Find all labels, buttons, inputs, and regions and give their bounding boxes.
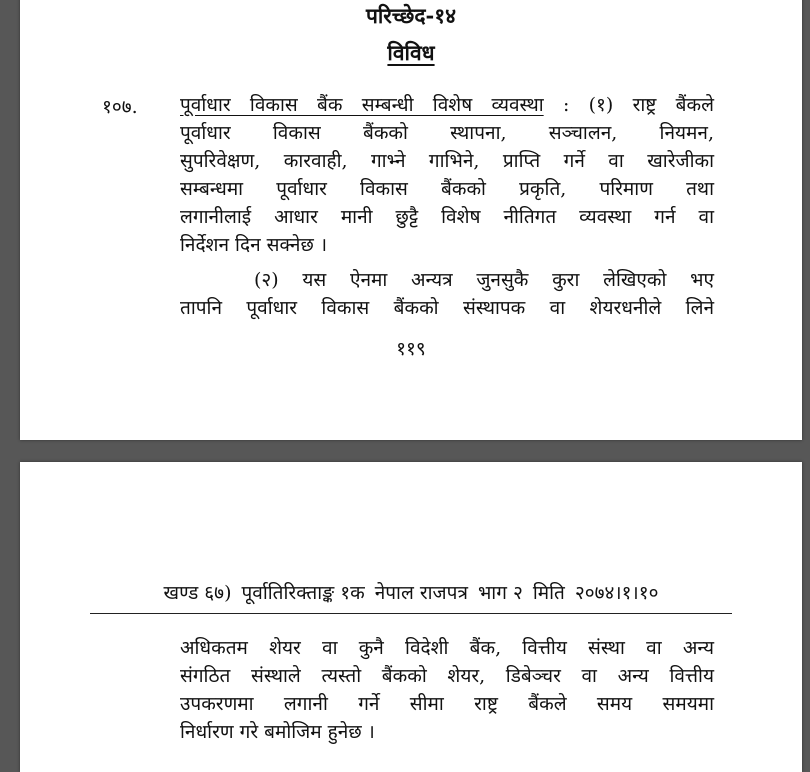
paragraph-line: निर्धारण गरे बमोजिम हुनेछ । [180,721,375,743]
gazette-running-header [90,579,732,614]
chapter-heading: परिच्छेद-१४ [365,3,457,28]
paragraph-line: सुपरिवेक्षण, कारवाही, गाभ्ने गाभिने, प्राप्ति गर्ने वा खारेजीका [180,150,714,172]
document-page-top [20,0,802,440]
section-title: पूर्वाधार विकास बैंक सम्बन्धी विशेष व्यवस्था [180,94,544,116]
paragraph-line: निर्देशन दिन सक्नेछ । [180,234,328,256]
header-date: २०७४।१।१० [574,582,659,604]
paragraph-line: अधिकतम शेयर वा कुनै विदेशी बैंक, वित्तीय संस्था वा अन्य [180,637,714,659]
paragraph-line: लगानीलाई आधार मानी छुट्टै विशेष नीतिगत व्यवस्था गर्न वा [180,206,714,228]
header-extraordinary: पूर्वातिरिक्ताङ्क १क [241,582,365,604]
continued-paragraph [180,634,714,746]
header-part: खण्ड ६७) [163,582,232,604]
paragraph-line: (२) यस ऐनमा अन्यत्र जुनसुकै कुरा लेखिएको भए [254,269,714,291]
paragraph-line: पूर्वाधार विकास बैंकको स्थापना, सञ्चालन, नियमन, [180,122,714,144]
paragraph-line: संगठित संस्थाले त्यस्तो बैंकको शेयर, डिबेञ्चर वा अन्य वित्तीय [180,665,714,687]
header-date-label: मिति [532,582,565,604]
section-number: १०७. [102,96,138,118]
header-gazette-name: नेपाल राजपत्र [374,582,468,604]
paragraph-line: तापनि पूर्वाधार विकास बैंकको संस्थापक वा शेयरधनीले लिने [180,297,714,319]
section-paragraph-2 [180,266,714,322]
paragraph-line: उपकरणमा लगानी गर्ने सीमा राष्ट्र बैंकले समय समयमा [180,693,714,715]
page-number: ११९ [396,338,426,360]
section-heading [20,39,802,67]
paragraph-line [180,91,714,119]
subsection-marker-text: : (१) राष्ट्र बैंकले [562,94,715,116]
header-section: भाग २ [477,582,523,604]
paragraph-line: सम्बन्धमा पूर्वाधार विकास बैंकको प्रकृति, परिमाण तथा [180,178,714,200]
section-paragraph-1 [180,91,714,259]
section-heading-text: विविध [387,40,435,65]
document-page-bottom [20,462,802,772]
